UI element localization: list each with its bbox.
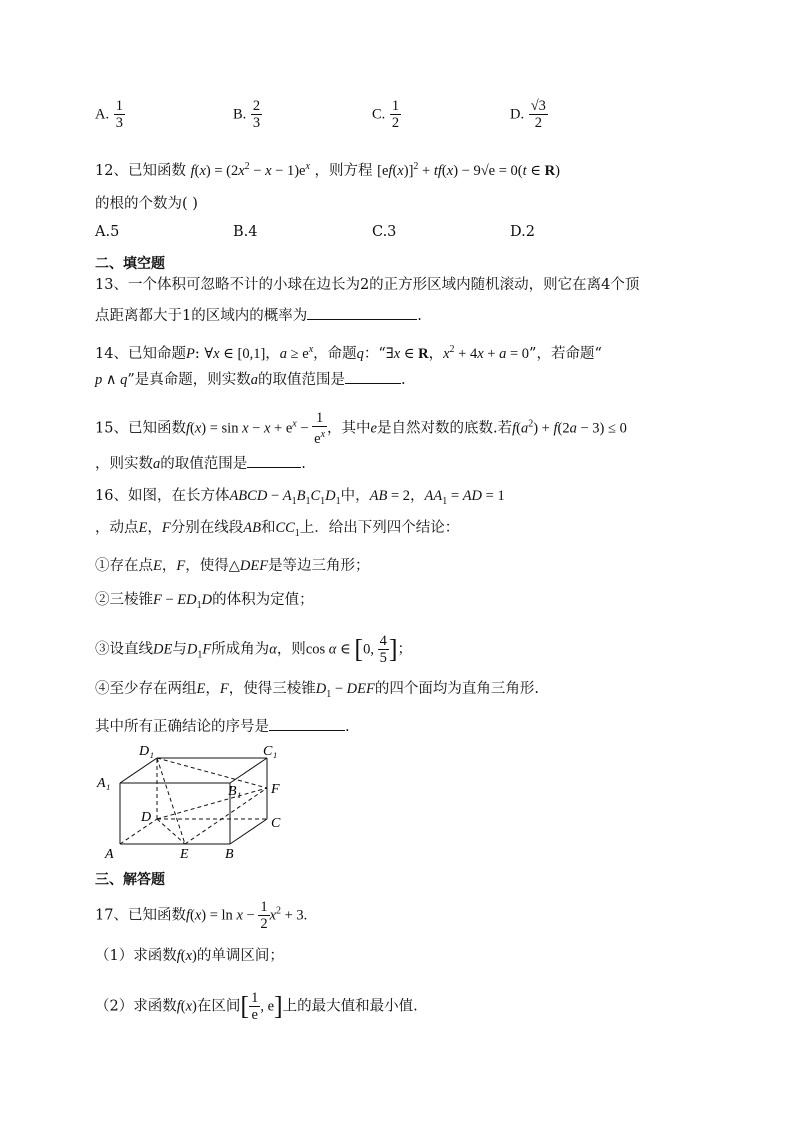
label-a: A — [105, 847, 114, 862]
label-c: C — [271, 816, 281, 831]
option-a: A. $\frac{1}{3}$ — [95, 98, 123, 131]
q12-option-a: A.5 — [95, 224, 120, 240]
option-b: B. $\frac{2}{3}$ — [233, 98, 261, 131]
q16-conclusion-4: ④至少存在两组E，F，使得三棱锥$D_1$ − DEF的四个面均为直角三角形. — [95, 681, 539, 700]
answer-blank — [345, 369, 401, 384]
fraction: $\frac{1}{e}$ — [251, 990, 259, 1023]
section-heading: 二、填空题 — [95, 256, 165, 272]
q13-line2: 点距离都大于1的区域内的概率为 . — [95, 305, 422, 327]
label-d: D — [141, 810, 152, 825]
segment-ef — [185, 788, 267, 844]
cuboid-figure — [95, 740, 295, 865]
edge-a1d1 — [120, 758, 157, 783]
q14-line1: 14、已知命题P: ∀x ∈ [0,1]，$a \ge e^x$，命题q：“∃x ∈ R，$x^2 + 4x + a = 0$”，若命题“ — [95, 344, 602, 362]
segment-d1e — [157, 758, 185, 844]
q17-line1: 17、已知函数f(x) = ln x − $\frac{1}{2}$ $x^2 + 3$. — [95, 899, 308, 932]
q17-part-1: （1）求函数f(x)的单调区间； — [95, 948, 284, 964]
formula: f — [190, 162, 195, 179]
label-e: E — [180, 847, 189, 862]
q16-conclusion-3: ③设直线DE与$D_1F$所成角为α，则cos α ∈ [0, $\frac{4}{5}$ ]； — [95, 633, 412, 666]
fraction: $\frac{4}{5}$ — [379, 633, 387, 666]
q15-line1: 15、已知函数$f(x) = \sin x - x + e^x$ − $\frac{1}{e^x}$ ，其中e是自然对数的底数.若$f(a^2) + f(2a - 3) \le 0$ — [95, 410, 627, 447]
option-c: C. $\frac{1}{2}$ — [372, 98, 400, 131]
edge-b1c1 — [230, 758, 267, 783]
answer-blank — [269, 716, 345, 731]
q14-line2: p ∧ q”是真命题，则实数a的取值范围是 . — [95, 369, 406, 391]
fraction: $\frac{1}{e^x}$ — [314, 410, 326, 447]
fraction: $\frac{1}{2}$ — [260, 899, 268, 932]
edge-bc — [230, 819, 267, 844]
answer-blank — [247, 453, 301, 468]
fraction: $\frac{√3}{2}$ — [530, 98, 546, 131]
q13-line1: 13、一个体积可忽略不计的小球在边长为2的正方形区域内随机滚动，则它在离4个顶 — [95, 277, 640, 293]
label-b: B — [225, 847, 234, 862]
q15-line2: ，则实数a的取值范围是 . — [95, 453, 306, 475]
option-d: D. $\frac{√3}{2}$ — [510, 98, 546, 131]
q12-line2: 的根的个数为( ) — [95, 196, 198, 212]
q16-conclusion-2: ②三棱锥$F - ED_1D$的体积为定值； — [95, 592, 314, 611]
label-d1: D₁ — [139, 744, 154, 759]
segment-df — [157, 788, 267, 819]
q12-option-d: D.2 — [510, 224, 535, 240]
label-a1: A₁ — [97, 776, 111, 791]
label-f: F — [271, 782, 280, 797]
q12-option-b: B.4 — [233, 224, 258, 240]
label-c1: C₁ — [263, 744, 278, 759]
fraction: $\frac{2}{3}$ — [252, 98, 261, 131]
q16-line1: 16、如图，在长方体ABCD − $A_1B_1C_1D_1$中，AB = 2，$AA_1$ = AD = 1 — [95, 488, 505, 507]
q16-conclusion-1: ①存在点E，F，使得△DEF是等边三角形； — [95, 558, 370, 574]
label-b1: B₁ — [228, 784, 242, 799]
q17-part-2: （2）求函数f(x)在区间[ $\frac{1}{e}$ , e]上的最大值和最小值. — [95, 990, 418, 1023]
fraction: $\frac{1}{3}$ — [115, 98, 123, 131]
q16-ask: 其中所有正确结论的序号是 . — [95, 716, 350, 738]
fraction: $\frac{1}{2}$ — [391, 98, 400, 131]
answer-blank — [307, 305, 417, 320]
section-heading: 三、解答题 — [95, 872, 165, 888]
q12-option-c: C.3 — [372, 224, 397, 240]
q12-line1: 12、已知函数 $f(x) = (2x^2 - x - 1)e^x$ ，则方程 $[ef(x)]^2 + tf(x) - 9√e = 0(t$ ∈ R) — [95, 161, 560, 179]
edge-ad — [120, 819, 157, 844]
q16-line2: ，动点E，F分别在线段AB和$CC_1$上．给出下列四个结论： — [95, 520, 460, 539]
